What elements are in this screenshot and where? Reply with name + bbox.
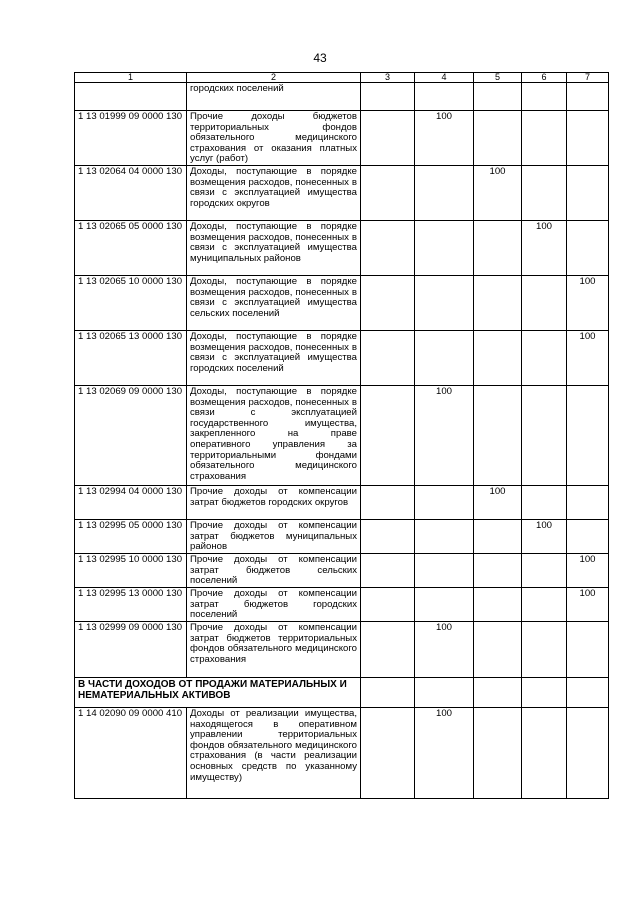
name-cell: Прочие доходы от компенсации затрат бюджетов городских поселений bbox=[187, 588, 361, 622]
value-cell-col6 bbox=[522, 83, 567, 111]
value-cell-col4 bbox=[415, 588, 474, 622]
value-cell-col5 bbox=[474, 386, 522, 486]
table-row bbox=[75, 520, 609, 554]
revenue-table bbox=[74, 72, 609, 799]
value-cell-col4 bbox=[415, 276, 474, 331]
empty-cell bbox=[522, 678, 567, 708]
value-cell-col4 bbox=[415, 166, 474, 221]
value-cell-col4 bbox=[415, 221, 474, 276]
table-row bbox=[75, 83, 609, 111]
value-cell-col5 bbox=[474, 221, 522, 276]
value-cell-col3 bbox=[361, 111, 415, 166]
value-cell-col4 bbox=[415, 83, 474, 111]
name-cell: Прочие доходы от компенсации затрат бюджетов территориальных фондов обязательного медицинского страхования bbox=[187, 622, 361, 678]
value-cell-col4 bbox=[415, 554, 474, 588]
value-cell-col7 bbox=[567, 622, 609, 678]
value-cell-col5 bbox=[474, 111, 522, 166]
empty-cell bbox=[415, 678, 474, 708]
value-cell-col6 bbox=[522, 708, 567, 799]
value-cell-col7 bbox=[567, 166, 609, 221]
table-row bbox=[75, 486, 609, 520]
code-cell: 1 13 02999 09 0000 130 bbox=[75, 622, 187, 678]
value-cell-col6: 100 bbox=[522, 221, 567, 276]
value-cell-col3 bbox=[361, 386, 415, 486]
table-row bbox=[75, 276, 609, 331]
value-cell-col3 bbox=[361, 83, 415, 111]
column-header: 6 bbox=[522, 73, 567, 83]
empty-cell bbox=[567, 678, 609, 708]
value-cell-col3 bbox=[361, 331, 415, 386]
code-cell: 1 13 02995 10 0000 130 bbox=[75, 554, 187, 588]
code-cell: 1 13 02069 09 0000 130 bbox=[75, 386, 187, 486]
table-header-row bbox=[75, 73, 609, 83]
value-cell-col6 bbox=[522, 331, 567, 386]
value-cell-col7: 100 bbox=[567, 331, 609, 386]
value-cell-col7: 100 bbox=[567, 588, 609, 622]
value-cell-col3 bbox=[361, 221, 415, 276]
name-cell: Доходы, поступающие в порядке возмещения расходов, понесенных в связи с эксплуатацией имущества муниципальных районов bbox=[187, 221, 361, 276]
page-number: 43 bbox=[313, 51, 327, 65]
value-cell-col6 bbox=[522, 111, 567, 166]
name-cell: городских поселений bbox=[187, 83, 361, 111]
table-row bbox=[75, 111, 609, 166]
value-cell-col7 bbox=[567, 221, 609, 276]
value-cell-col5 bbox=[474, 520, 522, 554]
code-cell: 1 13 02064 04 0000 130 bbox=[75, 166, 187, 221]
value-cell-col5: 100 bbox=[474, 166, 522, 221]
name-cell: Прочие доходы от компенсации затрат бюджетов муниципальных районов bbox=[187, 520, 361, 554]
value-cell-col5: 100 bbox=[474, 486, 522, 520]
value-cell-col5 bbox=[474, 331, 522, 386]
value-cell-col5 bbox=[474, 622, 522, 678]
value-cell-col5 bbox=[474, 554, 522, 588]
value-cell-col3 bbox=[361, 622, 415, 678]
column-header: 2 bbox=[187, 73, 361, 83]
value-cell-col7 bbox=[567, 83, 609, 111]
value-cell-col6 bbox=[522, 276, 567, 331]
empty-cell bbox=[361, 678, 415, 708]
name-cell: Доходы, поступающие в порядке возмещения расходов, понесенных в связи с эксплуатацией имущества городских округов bbox=[187, 166, 361, 221]
value-cell-col3 bbox=[361, 554, 415, 588]
value-cell-col6 bbox=[522, 622, 567, 678]
value-cell-col3 bbox=[361, 588, 415, 622]
value-cell-col7 bbox=[567, 520, 609, 554]
table-row bbox=[75, 166, 609, 221]
value-cell-col4 bbox=[415, 486, 474, 520]
column-header: 7 bbox=[567, 73, 609, 83]
value-cell-col3 bbox=[361, 708, 415, 799]
table-row bbox=[75, 331, 609, 386]
value-cell-col6 bbox=[522, 386, 567, 486]
code-cell: 1 13 02994 04 0000 130 bbox=[75, 486, 187, 520]
value-cell-col6 bbox=[522, 166, 567, 221]
value-cell-col7 bbox=[567, 111, 609, 166]
value-cell-col4 bbox=[415, 331, 474, 386]
value-cell-col5 bbox=[474, 708, 522, 799]
value-cell-col4: 100 bbox=[415, 111, 474, 166]
value-cell-col6 bbox=[522, 554, 567, 588]
value-cell-col4: 100 bbox=[415, 708, 474, 799]
code-cell: 1 13 02995 13 0000 130 bbox=[75, 588, 187, 622]
table-row bbox=[75, 622, 609, 678]
column-header: 4 bbox=[415, 73, 474, 83]
value-cell-col5 bbox=[474, 588, 522, 622]
value-cell-col3 bbox=[361, 486, 415, 520]
table-row bbox=[75, 221, 609, 276]
value-cell-col5 bbox=[474, 83, 522, 111]
code-cell: 1 13 02065 10 0000 130 bbox=[75, 276, 187, 331]
value-cell-col3 bbox=[361, 520, 415, 554]
table-row bbox=[75, 708, 609, 799]
code-cell: 1 13 01999 09 0000 130 bbox=[75, 111, 187, 166]
value-cell-col4: 100 bbox=[415, 622, 474, 678]
column-header: 3 bbox=[361, 73, 415, 83]
column-header: 5 bbox=[474, 73, 522, 83]
code-cell: 1 13 02065 05 0000 130 bbox=[75, 221, 187, 276]
table-row bbox=[75, 588, 609, 622]
value-cell-col4: 100 bbox=[415, 386, 474, 486]
code-cell: 1 13 02065 13 0000 130 bbox=[75, 331, 187, 386]
table-row bbox=[75, 554, 609, 588]
section-title: В ЧАСТИ ДОХОДОВ ОТ ПРОДАЖИ МАТЕРИАЛЬНЫХ И НЕМАТЕРИАЛЬНЫХ АКТИВОВ bbox=[75, 678, 361, 708]
value-cell-col6: 100 bbox=[522, 520, 567, 554]
value-cell-col7 bbox=[567, 386, 609, 486]
section-row bbox=[75, 678, 609, 708]
value-cell-col6 bbox=[522, 588, 567, 622]
value-cell-col6 bbox=[522, 486, 567, 520]
column-header: 1 bbox=[75, 73, 187, 83]
value-cell-col5 bbox=[474, 276, 522, 331]
code-cell: 1 13 02995 05 0000 130 bbox=[75, 520, 187, 554]
value-cell-col7 bbox=[567, 708, 609, 799]
name-cell: Доходы, поступающие в порядке возмещения расходов, понесенных в связи с эксплуатацией имущества сельских поселений bbox=[187, 276, 361, 331]
value-cell-col4 bbox=[415, 520, 474, 554]
value-cell-col3 bbox=[361, 166, 415, 221]
value-cell-col3 bbox=[361, 276, 415, 331]
table-row bbox=[75, 386, 609, 486]
code-cell: 1 14 02090 09 0000 410 bbox=[75, 708, 187, 799]
name-cell: Доходы, поступающие в порядке возмещения расходов, понесенных в связи с эксплуатацией имущества городских поселений bbox=[187, 331, 361, 386]
value-cell-col7: 100 bbox=[567, 554, 609, 588]
empty-cell bbox=[474, 678, 522, 708]
name-cell: Прочие доходы от компенсации затрат бюджетов сельских поселений bbox=[187, 554, 361, 588]
name-cell: Доходы от реализации имущества, находящегося в оперативном управлении территориальных фондов обязательного медицинского страхования (в части реализации основных средств по указанному имуществу) bbox=[187, 708, 361, 799]
value-cell-col7 bbox=[567, 486, 609, 520]
name-cell: Прочие доходы бюджетов территориальных фондов обязательного медицинского страхования от оказания платных услуг (работ) bbox=[187, 111, 361, 166]
name-cell: Прочие доходы от компенсации затрат бюджетов городских округов bbox=[187, 486, 361, 520]
name-cell: Доходы, поступающие в порядке возмещения расходов, понесенных в связи с эксплуатацией государственного имущества, закрепленного на праве оперативного управления за территориальными фондами обязательного медицинского страхования bbox=[187, 386, 361, 486]
code-cell bbox=[75, 83, 187, 111]
value-cell-col7: 100 bbox=[567, 276, 609, 331]
